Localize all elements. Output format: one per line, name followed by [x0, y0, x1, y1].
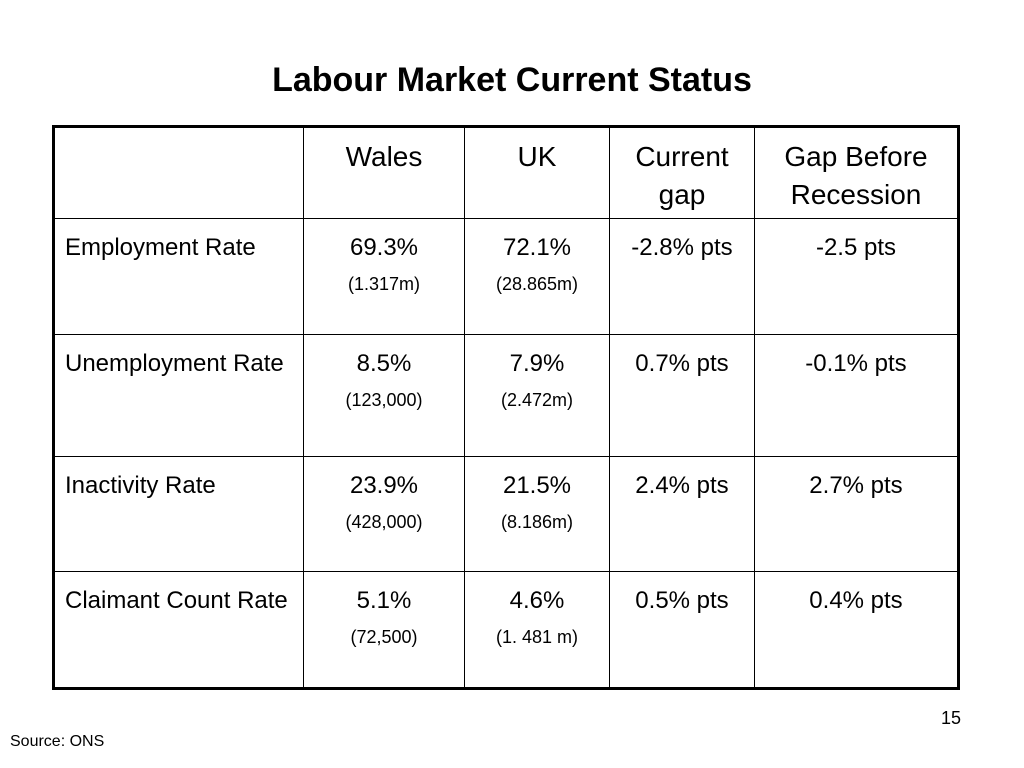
header-empty [54, 127, 304, 219]
cell-uk [465, 457, 610, 572]
cell-uk [465, 219, 610, 335]
cell-sub-value: (72,500) [350, 627, 418, 647]
table-header-row [54, 127, 959, 219]
row-label-unemployment: Unemployment Rate [54, 335, 304, 457]
row-label-employment: Employment Rate [54, 219, 304, 335]
cell-sub-value: (428,000) [345, 512, 423, 532]
cell-value: 8.5% [356, 350, 412, 377]
header-wales: Wales [304, 127, 465, 219]
cell-sub-value: (1.317m) [347, 274, 421, 294]
cell-gap-before: -0.1% pts [755, 335, 959, 457]
cell-sub-value: (123,000) [345, 390, 423, 410]
cell-sub-value: (28.865m) [495, 274, 579, 294]
page-number: 15 [940, 708, 961, 728]
row-label-inactivity: Inactivity Rate [54, 457, 304, 572]
cell-uk [465, 572, 610, 689]
cell-sub-value: (2.472m) [500, 390, 574, 410]
cell-value: 23.9% [349, 472, 419, 499]
cell-uk [465, 335, 610, 457]
cell-gap-before: 0.4% pts [755, 572, 959, 689]
cell-wales [304, 335, 465, 457]
labour-market-table [52, 125, 960, 690]
row-label-claimant-count: Claimant Count Rate [54, 572, 304, 689]
cell-current-gap: -2.8% pts [610, 219, 755, 335]
slide-title: Labour Market Current Status [272, 61, 752, 99]
cell-wales [304, 219, 465, 335]
table-row [54, 219, 959, 335]
cell-sub-value: (8.186m) [500, 512, 574, 532]
cell-value: 21.5% [502, 472, 572, 499]
cell-value: 7.9% [509, 350, 565, 377]
table-row [54, 457, 959, 572]
cell-gap-before: 2.7% pts [755, 457, 959, 572]
cell-sub-value: (1. 481 m) [495, 627, 579, 647]
cell-wales [304, 572, 465, 689]
cell-value: 72.1% [502, 234, 572, 261]
header-current-gap: Current gap [610, 127, 755, 219]
cell-current-gap: 0.5% pts [610, 572, 755, 689]
header-gap-before-recession: Gap Before Recession [755, 127, 959, 219]
cell-current-gap: 2.4% pts [610, 457, 755, 572]
table-row [54, 572, 959, 689]
cell-gap-before: -2.5 pts [755, 219, 959, 335]
cell-value: 69.3% [349, 234, 419, 261]
cell-value: 5.1% [356, 587, 412, 614]
source-note: Source: ONS [10, 733, 105, 750]
header-uk: UK [465, 127, 610, 219]
table-row [54, 335, 959, 457]
cell-wales [304, 457, 465, 572]
cell-current-gap: 0.7% pts [610, 335, 755, 457]
cell-value: 4.6% [509, 587, 565, 614]
